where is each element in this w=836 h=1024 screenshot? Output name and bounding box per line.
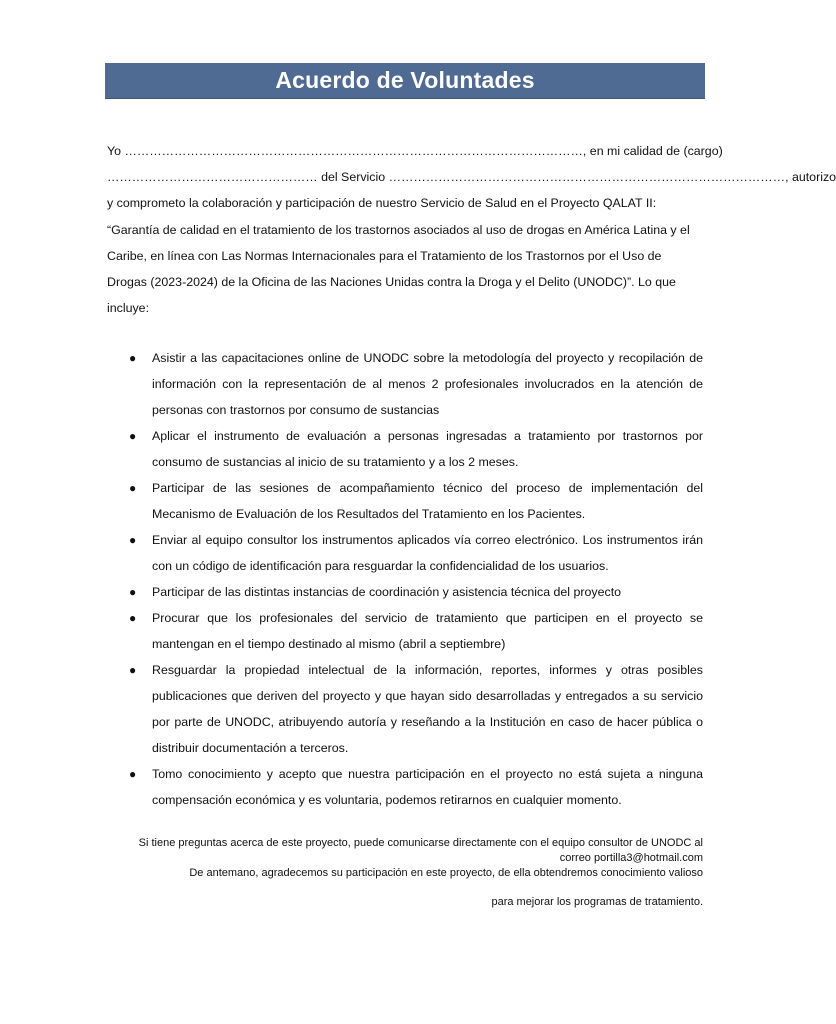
list-item-text: Participar de las sesiones de acompañamiento técnico del proceso de implementación del Mecanismo de Evaluación de los Resultados del Tratamiento en los Pacientes. [152, 481, 703, 521]
document-title: Acuerdo de Voluntades [275, 67, 535, 93]
footer-line-1: Si tiene preguntas acerca de este proyecto, puede comunicarse directamente con el equipo consultor de UNODC al [138, 837, 703, 849]
intro-line-3: y comprometo la colaboración y participación de nuestro Servicio de Salud en el Proyecto QALAT II: [107, 196, 657, 211]
bullet-icon: ● [129, 429, 137, 443]
list-item [107, 345, 703, 423]
intro-line-7: incluye: [107, 301, 150, 316]
list-item [107, 475, 703, 527]
intro-line-5: Caribe, en línea con Las Normas Internacionales para el Tratamiento de los Trastornos por el Uso de [107, 248, 662, 263]
intro-line-1: Yo …………………………………………………………………………………………………, en mi calidad de (cargo) [107, 144, 723, 158]
list-item-text: Asistir a las capacitaciones online de UNODC sobre la metodología del proyecto y recopilación de información con la representación de al menos 2 profesionales involucrados en la atención de personas con trastornos por consumo de sustancias [152, 351, 703, 417]
intro-line-4: “Garantía de calidad en el tratamiento de los trastornos asociados al uso de drogas en América Latina y el [107, 222, 690, 237]
list-item [107, 423, 703, 475]
list-item-text: Aplicar el instrumento de evaluación a personas ingresadas a tratamiento por trastornos por consumo de sustancias al inicio de su tratamiento y a los 2 meses. [152, 429, 703, 469]
list-item [107, 657, 703, 761]
footer-line-4: para mejorar los programas de tratamiento. [491, 896, 703, 908]
title-banner [105, 63, 705, 99]
list-item-text: Participar de las distintas instancias de coordinación y asistencia técnica del proyecto [152, 585, 622, 599]
bullet-icon: ● [129, 533, 137, 547]
intro-paragraph [107, 138, 836, 321]
list-item-text: Procurar que los profesionales del servicio de tratamiento que participen en el proyecto se mantengan en el tiempo destinado al mismo (abril a septiembre) [152, 611, 703, 651]
list-item [107, 527, 703, 579]
footer-line-3: De antemano, agradecemos su participación en este proyecto, de ella obtendremos conocimiento valioso [189, 867, 703, 879]
list-item [107, 605, 703, 657]
bullet-icon: ● [129, 663, 137, 677]
bullet-icon: ● [129, 481, 137, 495]
contact-email-link[interactable]: portilla3@hotmail.com [594, 852, 703, 864]
footer-email-prefix: correo [559, 852, 594, 864]
intro-line-2: …………………………………………… del Servicio ……………………………………………………………………………………, autorizo [107, 170, 836, 185]
bullet-icon: ● [129, 767, 137, 781]
bullet-icon: ● [129, 611, 137, 625]
footer-line-2 [100, 851, 703, 866]
commitments-list [107, 345, 703, 813]
list-item [107, 761, 703, 813]
list-item-text: Resguardar la propiedad intelectual de la información, reportes, informes y otras posibles publicaciones que deriven del proyecto y que hayan sido desarrolladas y entregados a su servicio por parte de UNODC, atribuyendo autoría y reseñando a la Institución en caso de hacer pública o distribuir documentación a terceros. [152, 663, 703, 755]
intro-line-6: Drogas (2023-2024) de la Oficina de las Naciones Unidas contra la Droga y el Delito (UNODC)”. Lo que [107, 275, 676, 290]
bullet-icon: ● [129, 585, 137, 599]
list-item [107, 579, 703, 605]
list-item-text: Enviar al equipo consultor los instrumentos aplicados vía correo electrónico. Los instrumentos irán con un código de identificación para resguardar la confidencialidad de los usuarios. [152, 533, 703, 573]
contact-footer [100, 836, 703, 910]
bullet-icon: ● [129, 351, 137, 365]
list-item-text: Tomo conocimiento y acepto que nuestra participación en el proyecto no está sujeta a ninguna compensación económica y es voluntaria, podemos retirarnos en cualquier momento. [152, 767, 703, 807]
